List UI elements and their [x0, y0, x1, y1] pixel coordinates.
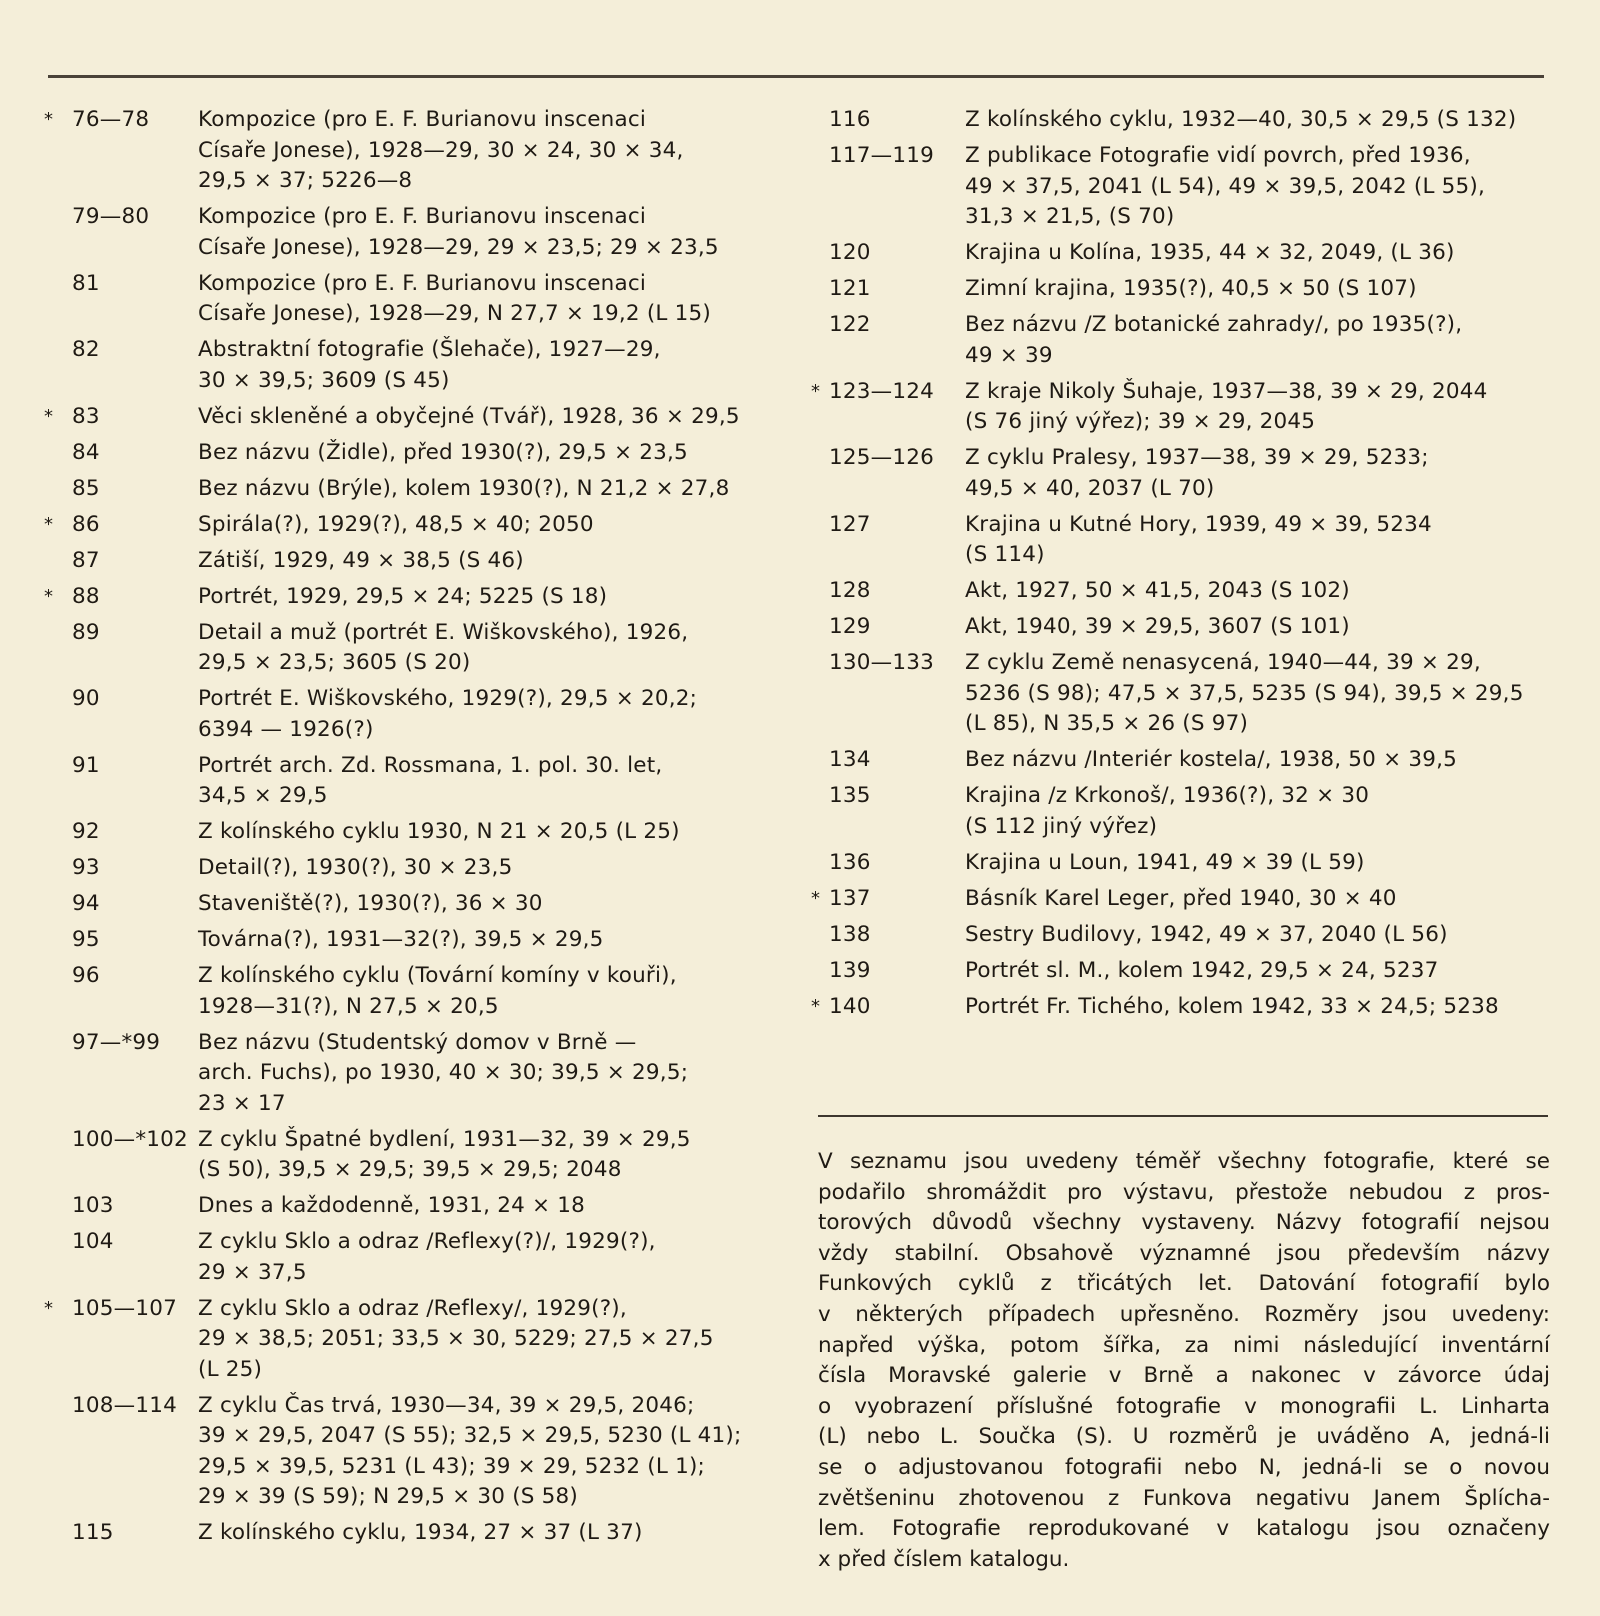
entry-line: 39 × 29,5, 2047 (S 55); 32,5 × 29,5, 5230 (L 41); — [198, 1423, 742, 1448]
catalog-entry — [815, 745, 1555, 776]
entry-line: 29 × 38,5; 2051; 33,5 × 30, 5229; 27,5 × 27,5 — [198, 1326, 714, 1351]
catalog-entry — [44, 510, 784, 541]
entry-line: Portrét E. Wiškovského, 1929(?), 29,5 × 20,2; — [198, 686, 698, 711]
entry-text — [815, 612, 1555, 643]
entry-number: 83 — [72, 403, 100, 429]
entry-text — [815, 105, 1555, 136]
entry-line: 49 × 37,5, 2041 (L 54), 49 × 39,5, 2042 (L 55), — [965, 173, 1486, 199]
catalog-entry — [815, 781, 1555, 842]
entry-line: 5236 (S 98); 47,5 × 37,5, 5235 (S 94), 39,5 × 29,5 — [965, 680, 1524, 706]
reproduced-marker: * — [44, 1297, 54, 1319]
entry-number: 87 — [72, 547, 100, 573]
entry-number: 105—107 — [72, 1295, 177, 1321]
catalog-entry — [815, 141, 1555, 233]
entry-number: 125—126 — [829, 445, 934, 470]
entry-text — [44, 335, 784, 396]
entry-number: 85 — [72, 475, 100, 501]
entry-line: 29,5 × 37; 5226—8 — [198, 168, 413, 193]
entry-line: 34,5 × 29,5 — [198, 783, 328, 808]
entry-line: 23 × 17 — [198, 1090, 286, 1116]
entry-line: Krajina /z Krkonoš/, 1936(?), 32 × 30 — [965, 783, 1370, 808]
catalog-entry — [44, 684, 784, 745]
entry-text — [44, 925, 784, 956]
entry-number: 108—114 — [72, 1392, 177, 1418]
catalog-entry — [815, 238, 1555, 269]
entry-number: 88 — [72, 583, 100, 609]
catalog-entry — [815, 648, 1555, 740]
catalog-entry — [815, 848, 1555, 879]
entry-line: 49,5 × 40, 2037 (L 70) — [965, 475, 1215, 501]
catalog-entry — [815, 920, 1555, 951]
entry-line: 30 × 39,5; 3609 (S 45) — [198, 367, 450, 393]
note-line: vždy stabilní. Obsahově významné jsou především názvy — [818, 1240, 1550, 1266]
entry-number: 136 — [829, 849, 871, 875]
entry-line: Spirála(?), 1929(?), 48,5 × 40; 2050 — [198, 511, 594, 537]
entry-line: (L 25) — [198, 1356, 263, 1382]
note-line: se o adjustovanou fotografii nebo N, jedná-li se o novou — [818, 1454, 1550, 1480]
catalog-entry — [44, 402, 784, 433]
note-line: podařilo shromáždit pro výstavu, přestože nebudou z pros- — [818, 1179, 1550, 1205]
entry-number: 82 — [72, 337, 100, 362]
note-line: čísla Moravské galerie v Brně a nakonec v závorce údaj — [818, 1363, 1550, 1389]
entry-text — [815, 274, 1555, 305]
entry-line: Staveniště(?), 1930(?), 36 × 30 — [198, 891, 543, 916]
entry-line: 29,5 × 39,5, 5231 (L 43); 39 × 29, 5232 (L 1); — [198, 1453, 705, 1479]
catalog-entry — [44, 335, 784, 396]
entry-line: Z kolínského cyklu (Tovární komíny v kouři), — [198, 963, 677, 988]
entry-line: Z cyklu Sklo a odraz /Reflexy(?)/, 1929(?), — [198, 1229, 656, 1254]
catalog-entry — [811, 377, 1555, 438]
note-line: (L) nebo L. Součka (S). U rozměrů je uváděno A, jedná-li — [818, 1424, 1550, 1450]
entry-number: 134 — [829, 747, 871, 772]
entry-line: Bez názvu (Židle), před 1930(?), 29,5 × 23,5 — [198, 439, 688, 465]
entry-number: 137 — [829, 885, 871, 911]
catalog-entry — [44, 925, 784, 956]
entry-text — [815, 884, 1555, 915]
reproduced-marker: * — [44, 405, 54, 427]
entry-line: Kompozice (pro E. F. Burianovu inscenaci — [198, 270, 647, 296]
entry-text — [44, 438, 784, 469]
catalog-entry — [44, 1391, 784, 1513]
catalog-entry — [44, 853, 784, 884]
entry-text — [815, 920, 1555, 951]
entry-line: 29 × 39 (S 59); N 29,5 × 30 (S 58) — [198, 1484, 579, 1509]
entry-line: Z kolínského cyklu, 1934, 27 × 37 (L 37) — [198, 1520, 643, 1545]
entry-number: 121 — [829, 276, 871, 301]
entry-line: Z cyklu Země nenasycená, 1940—44, 39 × 29, — [965, 650, 1481, 675]
entry-number: 95 — [72, 927, 100, 952]
entry-line: Básník Karel Leger, před 1940, 30 × 40 — [965, 885, 1397, 911]
entry-number: 120 — [829, 240, 871, 265]
entry-line: Akt, 1927, 50 × 41,5, 2043 (S 102) — [965, 578, 1350, 603]
entry-line: Z publikace Fotografie vidí povrch, před 1936, — [965, 143, 1471, 168]
entry-number: 135 — [829, 783, 871, 808]
note-line: torových důvodů všechny vystaveny. Názvy fotografií nejsou — [818, 1210, 1550, 1236]
entry-line: Bez názvu (Brýle), kolem 1930(?), N 21,2 × 27,8 — [198, 475, 730, 501]
reproduced-marker: * — [44, 513, 54, 535]
entry-line: 31,3 × 21,5, (S 70) — [965, 204, 1175, 229]
entry-text — [44, 961, 784, 1022]
entry-text — [44, 202, 784, 263]
entry-line: Bez názvu /Z botanické zahrady/, po 1935(?), — [965, 312, 1463, 337]
catalog-entry — [44, 817, 784, 848]
entry-line: Z kolínského cyklu, 1932—40, 30,5 × 29,5 (S 132) — [965, 107, 1517, 132]
catalog-entry — [815, 510, 1555, 571]
entry-text — [44, 269, 784, 330]
entry-line: Kompozice (pro E. F. Burianovu inscenaci — [198, 107, 647, 132]
entry-text — [44, 1191, 784, 1222]
entry-text — [44, 1227, 784, 1288]
catalog-entry — [815, 612, 1555, 643]
entry-line: Zátiší, 1929, 49 × 38,5 (S 46) — [198, 547, 524, 573]
entry-number: 122 — [829, 312, 871, 337]
entry-line: Věci skleněné a obyčejné (Tvář), 1928, 36 × 29,5 — [198, 403, 740, 429]
catalog-entry — [815, 105, 1555, 136]
note-line: V seznamu jsou uvedeny téměř všechny fotografie, které se — [818, 1149, 1550, 1174]
entry-text — [44, 817, 784, 848]
entry-line: Portrét, 1929, 29,5 × 24; 5225 (S 18) — [198, 583, 608, 609]
catalog-entry — [44, 438, 784, 469]
entry-text — [44, 510, 784, 541]
entry-number: 96 — [72, 963, 100, 988]
note-line: zvětšeninu zhotovenou z Funkova negativu Janem Šplícha- — [818, 1485, 1550, 1511]
entry-text — [44, 889, 784, 920]
entry-text — [44, 546, 784, 577]
entry-number: 89 — [72, 619, 100, 645]
entry-number: 128 — [829, 578, 871, 603]
reproduced-marker: * — [811, 995, 821, 1017]
entry-line: Detail(?), 1930(?), 30 × 23,5 — [198, 855, 513, 880]
entry-text — [815, 310, 1555, 371]
entry-line: Krajina u Loun, 1941, 49 × 39 (L 59) — [965, 849, 1365, 875]
entry-number: 76—78 — [72, 107, 150, 132]
entry-number: 91 — [72, 752, 100, 778]
entry-line: Sestry Budilovy, 1942, 49 × 37, 2040 (L 56) — [965, 921, 1448, 947]
entry-number: 79—80 — [72, 204, 150, 229]
entry-number: 86 — [72, 511, 100, 537]
note-line: o vyobrazení příslušné fotografie v monografii L. Linharta — [818, 1393, 1550, 1419]
note-line: x před číslem katalogu. — [818, 1546, 1070, 1572]
entry-line: Portrét Fr. Tichého, kolem 1942, 33 × 24,5; 5238 — [965, 993, 1499, 1019]
entry-line: Abstraktní fotografie (Šlehače), 1927—29, — [198, 337, 661, 362]
catalog-entry — [44, 202, 784, 263]
entry-line: 49 × 39 — [965, 342, 1053, 368]
entry-number: 129 — [829, 614, 871, 639]
entry-number: 115 — [72, 1520, 114, 1545]
entry-number: 140 — [829, 993, 871, 1019]
entry-line: arch. Fuchs), po 1930, 40 × 30; 39,5 × 29,5; — [198, 1060, 689, 1085]
entry-number: 84 — [72, 439, 100, 465]
entry-line: Dnes a každodenně, 1931, 24 × 18 — [198, 1193, 585, 1218]
entry-number: 90 — [72, 686, 100, 711]
entry-text — [815, 956, 1555, 987]
entry-text — [44, 853, 784, 884]
entry-line: (S 76 jiný výřez); 39 × 29, 2045 — [965, 409, 1316, 434]
entry-line: (L 85), N 35,5 × 26 (S 97) — [965, 711, 1249, 736]
catalog-entry — [44, 751, 784, 812]
reproduced-marker: * — [811, 887, 821, 909]
entry-text — [815, 576, 1555, 607]
entry-line: Zimní krajina, 1935(?), 40,5 × 50 (S 107) — [965, 276, 1417, 301]
entry-number: 93 — [72, 855, 100, 880]
catalog-entry — [815, 576, 1555, 607]
catalog-entry — [44, 546, 784, 577]
entry-number: 138 — [829, 921, 871, 947]
entry-line: (S 114) — [965, 542, 1045, 567]
entry-line: Z cyklu Pralesy, 1937—38, 39 × 29, 5233; — [965, 445, 1429, 470]
entry-line: Bez názvu (Studentský domov v Brně — — [198, 1029, 637, 1055]
entry-line: Císaře Jonese), 1928—29, 29 × 23,5; 29 × 23,5 — [198, 234, 719, 260]
entry-number: 94 — [72, 891, 100, 916]
entry-line: Akt, 1940, 39 × 29,5, 3607 (S 101) — [965, 614, 1350, 639]
entry-number: 139 — [829, 957, 871, 983]
catalog-entry — [44, 1125, 784, 1186]
catalog-entry — [44, 889, 784, 920]
catalog-entry — [815, 956, 1555, 987]
entry-line: Císaře Jonese), 1928—29, N 27,7 × 19,2 (L 15) — [198, 301, 711, 326]
entry-line: Císaře Jonese), 1928—29, 30 × 24, 30 × 34, — [198, 137, 684, 163]
reproduced-marker: * — [811, 380, 821, 402]
entry-number: 103 — [72, 1193, 114, 1218]
note-line: v některých případech upřesněno. Rozměry jsou uvedeny: — [818, 1301, 1550, 1327]
entry-number: 117—119 — [829, 143, 934, 168]
catalog-entry — [44, 1227, 784, 1288]
entry-line: Z kolínského cyklu 1930, N 21 × 20,5 (L 25) — [198, 819, 680, 844]
entry-number: 81 — [72, 270, 100, 296]
entry-line: Portrét sl. M., kolem 1942, 29,5 × 24, 5237 — [965, 957, 1439, 983]
top-rule — [48, 75, 1544, 78]
catalog-entry — [44, 582, 784, 613]
entry-text — [44, 105, 784, 197]
entry-line: 29,5 × 23,5; 3605 (S 20) — [198, 650, 471, 675]
entry-line: 1928—31(?), N 27,5 × 20,5 — [198, 993, 499, 1019]
catalog-entry — [44, 1294, 784, 1386]
entry-line: Továrna(?), 1931—32(?), 39,5 × 29,5 — [198, 927, 604, 952]
entry-text — [44, 474, 784, 505]
entry-line: Bez názvu /Interiér kostela/, 1938, 50 × 39,5 — [965, 747, 1458, 772]
entry-number: 127 — [829, 511, 871, 537]
entry-line: Kompozice (pro E. F. Burianovu inscenaci — [198, 204, 647, 229]
catalog-entry — [44, 1028, 784, 1120]
entry-number: 130—133 — [829, 650, 934, 675]
entry-line: Portrét arch. Zd. Rossmana, 1. pol. 30. let, — [198, 752, 663, 778]
entry-text — [44, 751, 784, 812]
catalog-entry — [815, 274, 1555, 305]
entry-line: Z kraje Nikoly Šuhaje, 1937—38, 39 × 29, 2044 — [965, 378, 1488, 404]
entry-number: 116 — [829, 107, 871, 132]
entry-line: Z cyklu Sklo a odraz /Reflexy/, 1929(?), — [198, 1295, 627, 1321]
catalog-entry — [815, 310, 1555, 371]
entry-number: 100—*102 — [72, 1126, 188, 1152]
entry-line: 6394 — 1926(?) — [198, 716, 374, 742]
entry-line: (S 112 jiný výřez) — [965, 813, 1158, 839]
entry-number: 97—*99 — [72, 1029, 161, 1055]
entry-line: Z cyklu Špatné bydlení, 1931—32, 39 × 29,5 — [198, 1126, 691, 1152]
entry-text — [815, 848, 1555, 879]
catalog-note — [818, 1147, 1550, 1575]
entry-line: Krajina u Kolína, 1935, 44 × 32, 2049, (L 36) — [965, 240, 1455, 265]
entry-text — [44, 1518, 784, 1549]
entry-number: 104 — [72, 1229, 114, 1254]
catalog-entry — [811, 992, 1555, 1023]
reproduced-marker: * — [44, 109, 54, 130]
catalog-entry — [811, 884, 1555, 915]
entry-text — [815, 238, 1555, 269]
note-line: napřed výška, potom šířka, za nimi následující inventární — [818, 1332, 1550, 1358]
catalog-entry — [44, 1518, 784, 1549]
entry-text — [815, 992, 1555, 1023]
entry-number: 92 — [72, 819, 100, 844]
note-line: Funkových cyklů z třicátých let. Datování fotografií bylo — [818, 1271, 1550, 1297]
entry-text — [44, 582, 784, 613]
entry-line: Z cyklu Čas trvá, 1930—34, 39 × 29,5, 2046; — [198, 1392, 695, 1418]
entry-text — [44, 402, 784, 433]
entry-line: (S 50), 39,5 × 29,5; 39,5 × 29,5; 2048 — [198, 1157, 622, 1182]
catalog-entry — [44, 105, 784, 197]
catalog-entry — [44, 474, 784, 505]
note-divider — [818, 1115, 1548, 1117]
entry-text — [815, 745, 1555, 776]
catalog-entry — [44, 961, 784, 1022]
entry-line: 29 × 37,5 — [198, 1259, 307, 1285]
entry-text — [44, 684, 784, 745]
reproduced-marker: * — [44, 585, 54, 607]
catalog-entry — [44, 1191, 784, 1222]
entry-text — [815, 781, 1555, 842]
entry-line: Detail a muž (portrét E. Wiškovského), 1926, — [198, 619, 689, 645]
entry-line: Krajina u Kutné Hory, 1939, 49 × 39, 5234 — [965, 511, 1432, 537]
catalog-left-column — [44, 105, 784, 1554]
note-line: lem. Fotografie reprodukované v katalogu jsou označeny — [818, 1516, 1550, 1542]
entry-text — [44, 618, 784, 679]
entry-number: 123—124 — [829, 378, 934, 404]
catalog-entry — [44, 269, 784, 330]
entry-text — [815, 510, 1555, 571]
catalog-entry — [815, 443, 1555, 504]
catalog-entry — [44, 618, 784, 679]
catalog-right-column — [811, 105, 1555, 1028]
